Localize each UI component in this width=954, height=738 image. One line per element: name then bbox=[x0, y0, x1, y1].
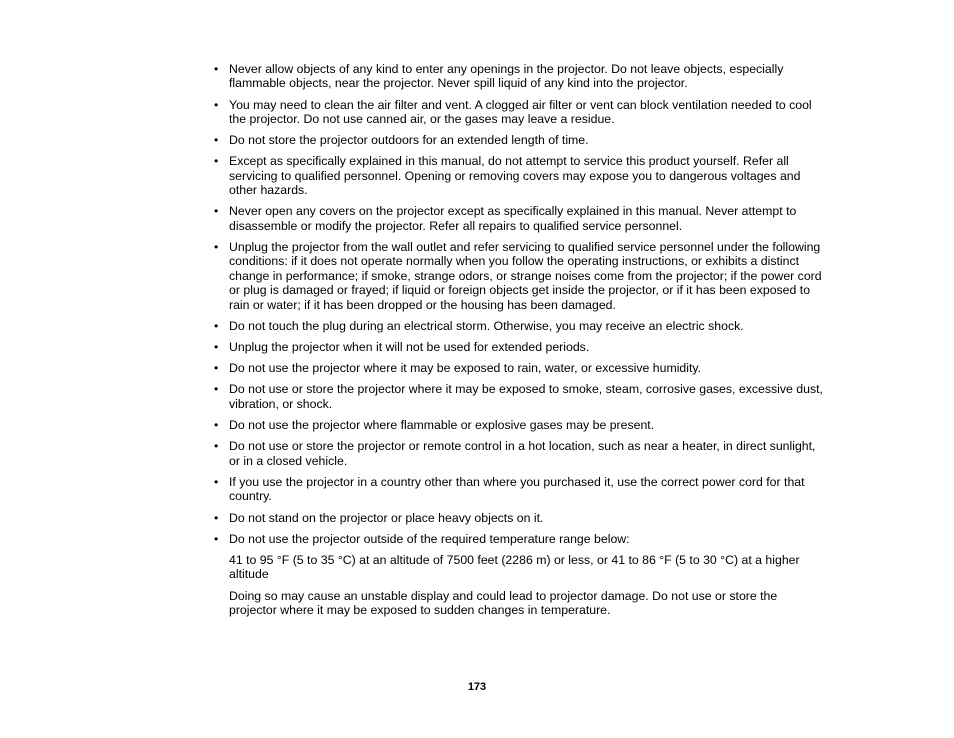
bullet-marker: • bbox=[214, 418, 219, 433]
list-item-text: Do not use the projector outside of the required temperature range below: bbox=[229, 531, 630, 546]
list-item-text: Do not stand on the projector or place heavy objects on it. bbox=[229, 510, 544, 525]
bullet-marker: • bbox=[214, 531, 219, 546]
bullet-marker: • bbox=[214, 97, 219, 112]
bullet-marker: • bbox=[214, 510, 219, 525]
list-item-text: Except as specifically explained in this manual, do not attempt to service this product yourself. Refer all servicing to qualified personnel. Opening or removing covers may expose you to dangerous voltages and other hazards. bbox=[229, 154, 801, 198]
list-item-text: Never allow objects of any kind to enter any openings in the projector. Do not leave objects, especially flammable objects, near the projector. Never spill liquid of any kind into the projector. bbox=[229, 62, 784, 91]
list-item-text: You may need to clean the air filter and vent. A clogged air filter or vent can block ventilation needed to cool the projector. Do not use canned air, or the gases may leave a residue. bbox=[229, 97, 812, 127]
list-item bbox=[214, 439, 824, 468]
list-item bbox=[214, 418, 824, 432]
safety-bullet-list bbox=[214, 62, 824, 546]
list-item bbox=[214, 319, 824, 333]
list-item bbox=[214, 511, 824, 525]
list-item bbox=[214, 133, 824, 147]
bullet-marker: • bbox=[214, 361, 219, 376]
bullet-marker: • bbox=[214, 474, 219, 489]
list-item bbox=[214, 154, 824, 197]
bullet-marker: • bbox=[214, 439, 219, 454]
list-item-text: Do not use or store the projector or remote control in a hot location, such as near a heater, in direct sunlight, or in a closed vehicle. bbox=[229, 439, 816, 468]
bullet-marker: • bbox=[214, 154, 219, 169]
list-item-text: Unplug the projector when it will not be used for extended periods. bbox=[229, 340, 590, 355]
list-item-text: Do not store the projector outdoors for an extended length of time. bbox=[229, 133, 589, 148]
bullet-marker: • bbox=[214, 382, 219, 397]
temperature-range-note: 41 to 95 °F (5 to 35 °C) at an altitude of 7500 feet (2286 m) or less, or 41 to 86 °F (5 to 30 °C) at a higher altitude bbox=[229, 552, 800, 582]
list-item-text: If you use the projector in a country other than where you purchased it, use the correct power cord for that country. bbox=[229, 474, 805, 504]
bullet-marker: • bbox=[214, 340, 219, 355]
document-body bbox=[214, 62, 824, 624]
page-number: 173 bbox=[467, 681, 487, 693]
damage-warning-note: Doing so may cause an unstable display and could lead to projector damage. Do not use or store the projector where it may be exposed to sudden changes in temperature. bbox=[229, 588, 778, 617]
bullet-marker: • bbox=[214, 204, 219, 219]
list-item-text: Do not use or store the projector where it may be exposed to smoke, steam, corrosive gases, excessive dust, vibration, or shock. bbox=[229, 382, 823, 411]
list-item-text: Do not use the projector where it may be exposed to rain, water, or excessive humidity. bbox=[229, 361, 702, 376]
list-item bbox=[214, 382, 824, 411]
list-item-text: Unplug the projector from the wall outlet and refer servicing to qualified service personnel under the following conditions: if it does not operate normally when you follow the operating instructions, or exhibits a distinct change in performance; if smoke, strange odors, or strange noises come from the projector; if the power cord or plug is damaged or frayed; if liquid or foreign objects get inside the projector, or if it has been exposed to rain or water; if it has been dropped or the housing has been damaged. bbox=[229, 240, 822, 312]
bullet-marker: • bbox=[214, 318, 219, 333]
list-item-text: Do not use the projector where flammable or explosive gases may be present. bbox=[229, 418, 655, 433]
bullet-marker: • bbox=[214, 133, 219, 148]
bullet-marker: • bbox=[214, 62, 219, 76]
list-item bbox=[214, 532, 824, 546]
list-item bbox=[214, 240, 824, 312]
list-item bbox=[214, 340, 824, 354]
list-item bbox=[214, 204, 824, 233]
list-item bbox=[214, 475, 824, 504]
list-item bbox=[214, 98, 824, 127]
bullet-marker: • bbox=[214, 240, 219, 255]
list-item-text: Never open any covers on the projector except as specifically explained in this manual. Never attempt to disassemble or modify the projector. Refer all repairs to qualified service personnel. bbox=[229, 204, 797, 233]
list-item-text: Do not touch the plug during an electrical storm. Otherwise, you may receive an electric shock. bbox=[229, 318, 744, 333]
list-item bbox=[214, 62, 824, 91]
list-item bbox=[214, 361, 824, 375]
